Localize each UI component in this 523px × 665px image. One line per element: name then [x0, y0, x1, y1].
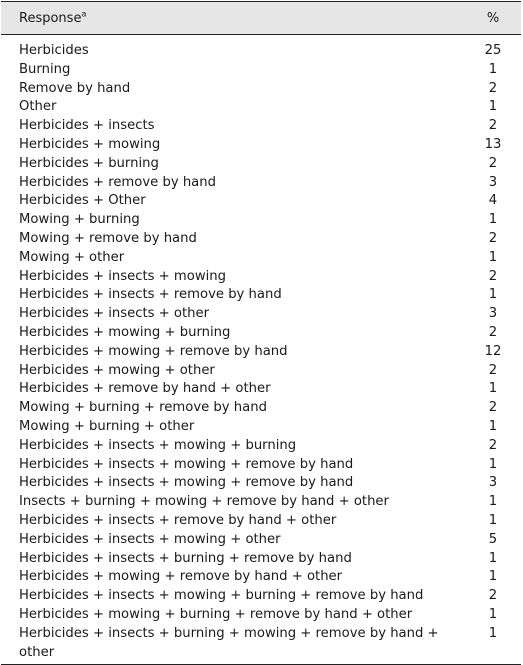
table-row [1, 211, 521, 230]
percent-cell: 2 [488, 362, 498, 378]
table-row [1, 587, 521, 606]
percent-cell: 2 [488, 80, 498, 96]
percent-cell: 1 [488, 249, 498, 265]
response-cell: Burning [19, 61, 71, 77]
percent-cell: 1 [488, 494, 498, 510]
response-cell: Mowing + burning [19, 212, 140, 228]
table-row [1, 418, 521, 437]
response-cell: Herbicides + mowing + burning [19, 324, 231, 340]
table-row [1, 512, 521, 531]
table-row [1, 380, 521, 399]
response-cell: Herbicides + insects + remove by hand [19, 287, 282, 303]
response-cell: Herbicides + mowing [19, 136, 161, 152]
response-cell: Herbicides + insects + mowing + burning + remove by hand [19, 588, 424, 604]
percent-cell: 3 [488, 475, 498, 491]
table-body [1, 35, 521, 662]
table-row [1, 42, 521, 61]
percent-cell: 2 [488, 155, 498, 171]
table-row [1, 249, 521, 268]
response-cell: Mowing + burning + remove by hand [19, 400, 267, 416]
response-cell: Herbicides + burning [19, 155, 159, 171]
percent-cell: 1 [488, 381, 498, 397]
table-row [1, 136, 521, 155]
table-row [1, 399, 521, 418]
percent-cell: 1 [488, 456, 498, 472]
response-cell: Herbicides + remove by hand [19, 174, 216, 190]
table-row [1, 362, 521, 381]
percent-cell: 1 [488, 61, 498, 77]
percent-cell: 4 [488, 193, 498, 209]
percent-cell: 25 [484, 43, 502, 58]
percent-cell: 1 [488, 550, 498, 566]
response-cell: Remove by hand [19, 80, 131, 96]
response-cell: Herbicides + insects + mowing + remove by hand [19, 475, 354, 491]
percent-cell: 2 [488, 588, 498, 604]
table-row [1, 80, 521, 99]
response-cell: Herbicides + mowing + burning + remove by hand + other [19, 606, 413, 622]
response-cell: Mowing + remove by hand [19, 230, 197, 246]
table-row [1, 192, 521, 211]
percent-cell: 2 [488, 230, 498, 246]
response-cell: Herbicides + Other [19, 193, 146, 209]
table-row [1, 305, 521, 324]
percent-cell: 1 [488, 212, 498, 228]
table-row [1, 606, 521, 625]
response-cell: Herbicides + insects + mowing [19, 268, 227, 284]
table-row [1, 456, 521, 475]
response-cell: Other [19, 99, 57, 115]
response-cell: Herbicides + insects + mowing + burning [19, 437, 297, 453]
table-row [1, 117, 521, 136]
table-row [1, 531, 521, 550]
table-row [1, 98, 521, 117]
percent-cell: 3 [488, 306, 498, 322]
table-row [1, 474, 521, 493]
response-cell: Herbicides + insects + burning + mowing + remove by hand + other [19, 625, 439, 660]
table-row [1, 550, 521, 569]
percent-cell: 1 [488, 418, 498, 434]
table-row [1, 230, 521, 249]
table-row [1, 324, 521, 343]
percent-cell: 1 [488, 569, 498, 585]
response-column-header [1, 11, 473, 26]
percent-cell: 1 [488, 625, 498, 641]
response-header-label: Response [19, 10, 82, 26]
response-cell: Mowing + other [19, 249, 125, 265]
percent-cell: 5 [488, 531, 498, 547]
table-row [1, 174, 521, 193]
response-cell: Herbicides + insects + mowing + remove by hand [19, 456, 354, 472]
response-cell: Insects + burning + mowing + remove by hand + other [19, 494, 389, 510]
percent-cell: 1 [488, 99, 498, 115]
percent-cell: 2 [488, 268, 498, 284]
response-table [1, 1, 521, 665]
table-row [1, 568, 521, 587]
percent-cell: 2 [488, 437, 498, 453]
response-cell: Herbicides [19, 43, 89, 58]
response-cell: Herbicides + insects + mowing + other [19, 531, 281, 547]
percent-cell: 12 [484, 343, 502, 359]
percent-cell: 13 [484, 136, 502, 152]
table-row [1, 286, 521, 305]
response-cell: Herbicides + insects + remove by hand + other [19, 512, 337, 528]
percent-cell: 3 [488, 174, 498, 190]
response-header-footnote-marker: a [81, 9, 87, 19]
response-cell: Herbicides + mowing + other [19, 362, 215, 378]
percent-cell: 2 [488, 324, 498, 340]
percent-cell: 1 [488, 512, 498, 528]
table-row [1, 268, 521, 287]
table-row [1, 343, 521, 362]
percent-cell: 1 [488, 606, 498, 622]
percent-column-header: % [486, 10, 500, 26]
response-cell: Herbicides + remove by hand + other [19, 381, 271, 397]
table-header [1, 1, 521, 35]
table-row [1, 437, 521, 456]
table-row [1, 493, 521, 512]
percent-cell: 2 [488, 118, 498, 134]
percent-cell: 1 [488, 287, 498, 303]
table-row [1, 625, 521, 663]
table-row [1, 155, 521, 174]
response-cell: Herbicides + insects + burning + remove by hand [19, 550, 352, 566]
percent-cell: 2 [488, 400, 498, 416]
response-cell: Herbicides + mowing + remove by hand [19, 343, 288, 359]
table-row [1, 61, 521, 80]
response-cell: Herbicides + insects + other [19, 306, 210, 322]
response-cell: Mowing + burning + other [19, 418, 195, 434]
response-cell: Herbicides + mowing + remove by hand + other [19, 569, 343, 585]
response-cell: Herbicides + insects [19, 118, 155, 134]
